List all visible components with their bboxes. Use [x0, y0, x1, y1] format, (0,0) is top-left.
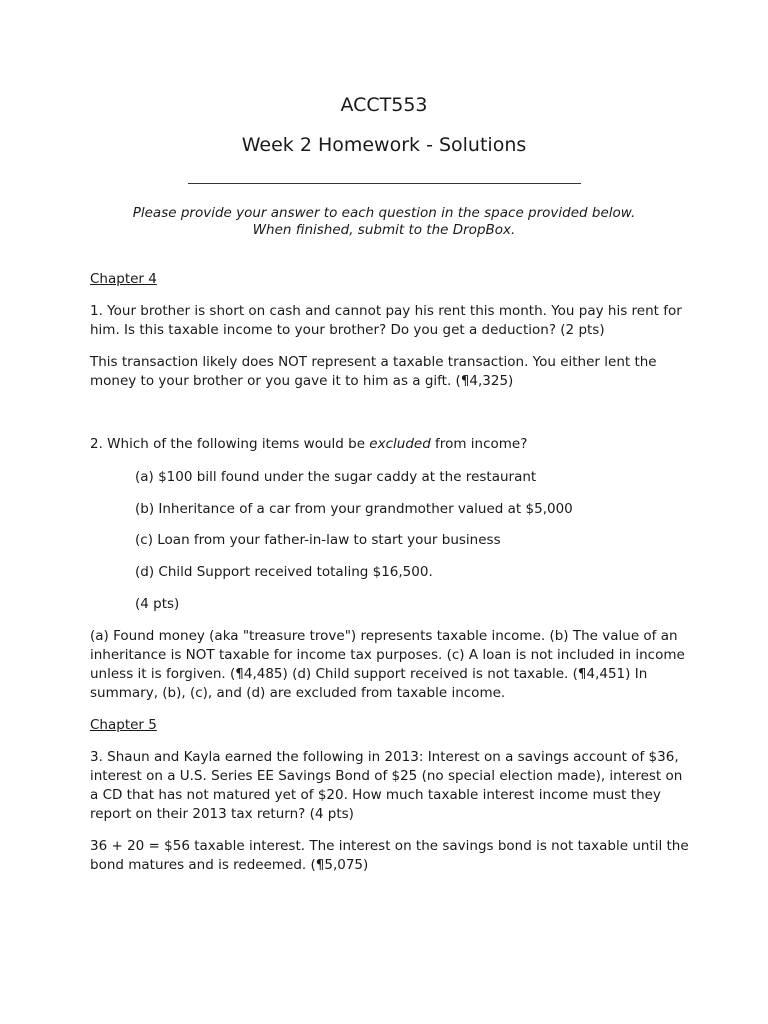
course-code: ACCT553 — [340, 94, 428, 116]
title-divider — [188, 183, 581, 184]
answer-3: 36 + 20 = $56 taxable interest. The interest on the savings bond is not taxable until the bond matures and is redeemed. (¶5,075) — [90, 838, 689, 873]
page-title: Week 2 Homework - Solutions — [241, 134, 527, 156]
question-2-option-d: (d) Child Support received totaling $16,500. — [135, 564, 433, 580]
instruction-line-2: When finished, submit to the DropBox. — [252, 222, 516, 238]
chapter-4-heading: Chapter 4 — [90, 271, 157, 287]
chapter-5-heading: Chapter 5 — [90, 717, 157, 733]
question-2 — [90, 435, 690, 454]
question-2-option-a: (a) $100 bill found under the sugar caddy at the restaurant — [135, 469, 537, 485]
question-2-option-b: (b) Inheritance of a car from your grandmother valued at $5,000 — [135, 501, 573, 517]
instructions — [0, 205, 768, 239]
question-2-suffix: from income? — [430, 436, 528, 452]
question-2-option-c: (c) Loan from your father-in-law to start your business — [135, 532, 501, 548]
instruction-line-1: Please provide your answer to each question in the space provided below. — [132, 205, 636, 221]
question-3: 3. Shaun and Kayla earned the following in 2013: Interest on a savings account of $36, interest on a U.S. Series EE Savings Bond of $25 (no special election made), interest on a CD that has not matured yet of $20. How much taxable interest income must they report on their 2013 tax return? (4 pts) — [90, 749, 683, 822]
question-2-prefix: 2. Which of the following items would be — [90, 436, 370, 452]
question-1: 1. Your brother is short on cash and cannot pay his rent this month. You pay his rent for him. Is this taxable income to your brother? Do you get a deduction? (2 pts) — [90, 303, 682, 338]
answer-2: (a) Found money (aka "treasure trove") represents taxable income. (b) The value of an inheritance is NOT taxable for income tax purposes. (c) A loan is not included in income unless it is forgiven. (¶4,485) (d) Child support received is not taxable. (¶4,451) In summary, (b), (c), and (d) are excluded from taxable income. — [90, 628, 685, 701]
answer-1: This transaction likely does NOT represent a taxable transaction. You either lent the money to your brother or you gave it to him as a gift. (¶4,325) — [90, 354, 657, 389]
question-2-emphasis: excluded — [369, 436, 431, 452]
question-2-points: (4 pts) — [135, 596, 180, 612]
